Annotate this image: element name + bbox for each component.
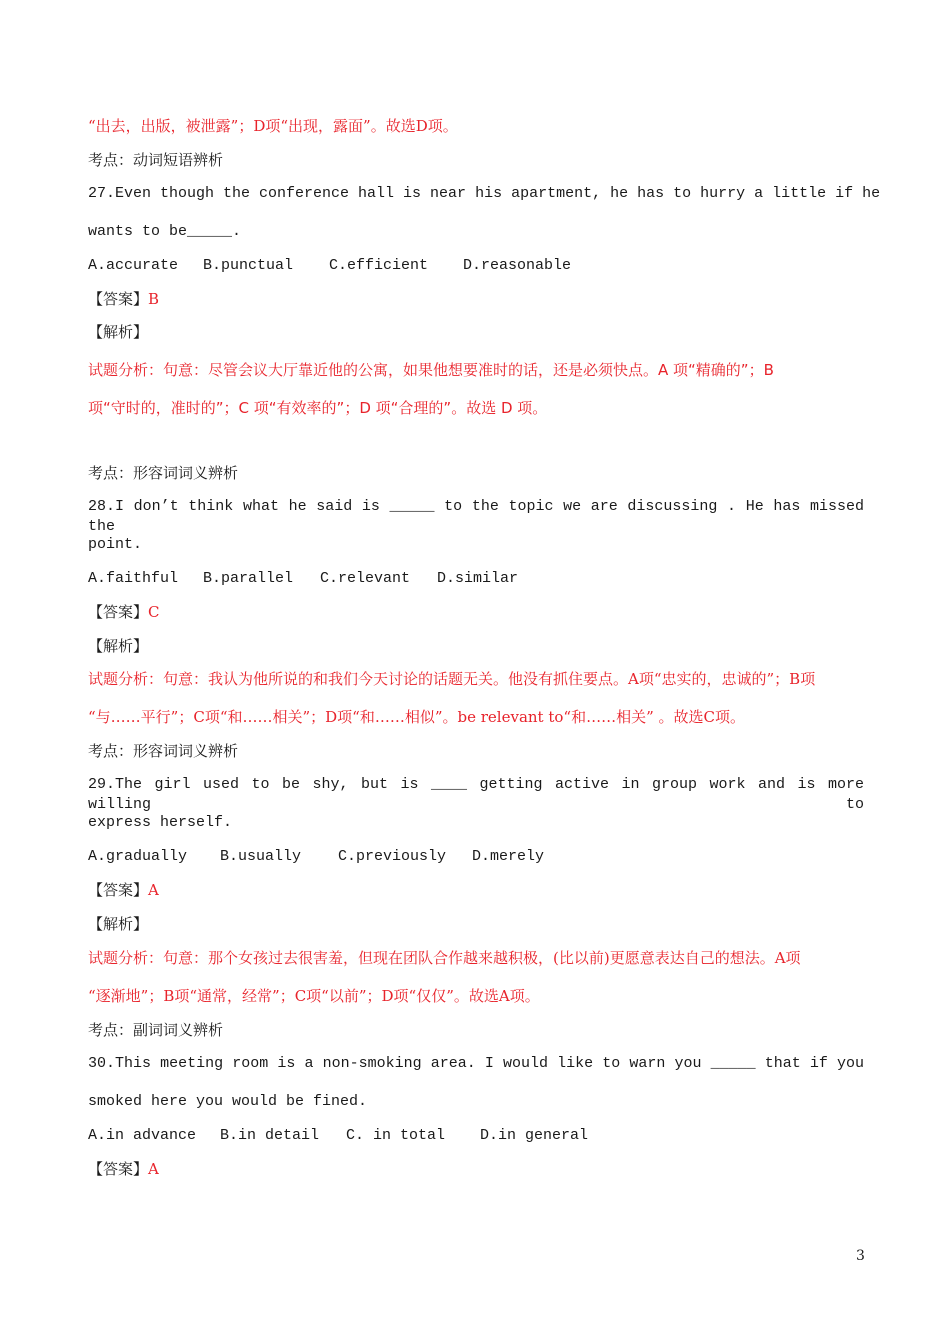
- option-b: B.usually: [220, 848, 302, 865]
- answer-letter: A: [148, 1160, 159, 1178]
- question-29-options: [88, 847, 544, 867]
- option-a: A.accurate: [88, 257, 179, 274]
- question-28-options: [88, 569, 518, 589]
- answer-label: [88, 1159, 159, 1179]
- option-b: B.punctual: [203, 257, 294, 274]
- option-c: C.efficient: [329, 257, 429, 274]
- analysis-27-line1: 试题分析：句意：尽管会议大厅靠近他的公寓，如果他想要准时的话，还是必须快点。A 项“精确的”；B: [88, 361, 774, 379]
- option-b: B.in detail: [220, 1127, 320, 1144]
- kaodian-label: 考点：形容词词义辨析: [88, 742, 239, 760]
- option-a: A.in advance: [88, 1127, 197, 1144]
- page-number: 3: [856, 1248, 865, 1264]
- answer-bracket: 【答案】: [88, 1160, 149, 1178]
- option-d: D.similar: [437, 570, 519, 587]
- answer-bracket: 【答案】: [88, 881, 149, 899]
- option-d: D.in general: [480, 1127, 589, 1144]
- option-c: C.relevant: [320, 570, 411, 587]
- question-27-text: 27.Even though the conference hall is near his apartment, he has to hurry a little if he: [88, 185, 881, 202]
- kaodian-label: 考点：形容词词义辨析: [88, 464, 239, 482]
- kaodian-label: 考点：动词短语辨析: [88, 151, 224, 169]
- question-30-stem-cont: smoked here you would be fined.: [88, 1093, 368, 1110]
- option-a: A.gradually: [88, 848, 188, 865]
- analysis-continuation: “出去，出版，被泄露”；D项“出现，露面”。故选D项。: [88, 117, 458, 135]
- answer-letter: B: [148, 290, 160, 308]
- option-b: B.parallel: [203, 570, 294, 587]
- answer-bracket: 【答案】: [88, 290, 149, 308]
- question-27-stem: [88, 184, 881, 204]
- question-29-stem-cont: express herself.: [88, 814, 233, 831]
- analysis-29-line1: 试题分析：句意：那个女孩过去很害羞，但现在团队合作越来越积极，(比以前)更愿意表达自己的想法。A项: [88, 949, 801, 967]
- question-30-options: [88, 1126, 588, 1146]
- answer-letter: A: [148, 881, 159, 899]
- analysis-27-line2: 项“守时的，准时的”；C 项“有效率的”；D 项“合理的”。故选 D 项。: [88, 399, 548, 417]
- jiexi-label: 【解析】: [88, 637, 149, 655]
- answer-bracket: 【答案】: [88, 603, 149, 621]
- answer-label: [88, 880, 159, 900]
- answer-label: [88, 602, 160, 622]
- question-28-stem: 28.I don’t think what he said is _____ to the topic we are discussing . He has missed the: [88, 498, 864, 535]
- option-d: D.merely: [472, 848, 545, 865]
- jiexi-label: 【解析】: [88, 915, 149, 933]
- analysis-28-line1: 试题分析：句意：我认为他所说的和我们今天讨论的话题无关。他没有抓住要点。A项“忠实的，忠诚的”；B项: [88, 670, 816, 688]
- question-27-stem-cont: wants to be_____.: [88, 223, 242, 240]
- question-30-stem: 30.This meeting room is a non-smoking area. I would like to warn you _____ that if you: [88, 1055, 864, 1072]
- option-a: A.faithful: [88, 570, 179, 587]
- kaodian-label: 考点：副词词义辨析: [88, 1021, 224, 1039]
- analysis-29-line2: “逐渐地”；B项“通常，经常”；C项“以前”；D项“仅仅”。故选A项。: [88, 987, 540, 1005]
- answer-label: [88, 289, 159, 309]
- question-29-stem: 29.The girl used to be shy, but is ____ getting active in group work and is more willing to: [88, 776, 864, 813]
- option-d: D.reasonable: [463, 257, 572, 274]
- question-27-options: [88, 256, 571, 276]
- option-c: C. in total: [346, 1127, 446, 1144]
- question-28-stem-cont: point.: [88, 536, 143, 553]
- answer-letter: C: [148, 603, 160, 621]
- jiexi-label: 【解析】: [88, 323, 149, 341]
- option-c: C.previously: [338, 848, 447, 865]
- analysis-28-line2: “与……平行”；C项“和……相关”；D项“和……相似”。be relevant to“和……相关” 。故选C项。: [88, 708, 745, 726]
